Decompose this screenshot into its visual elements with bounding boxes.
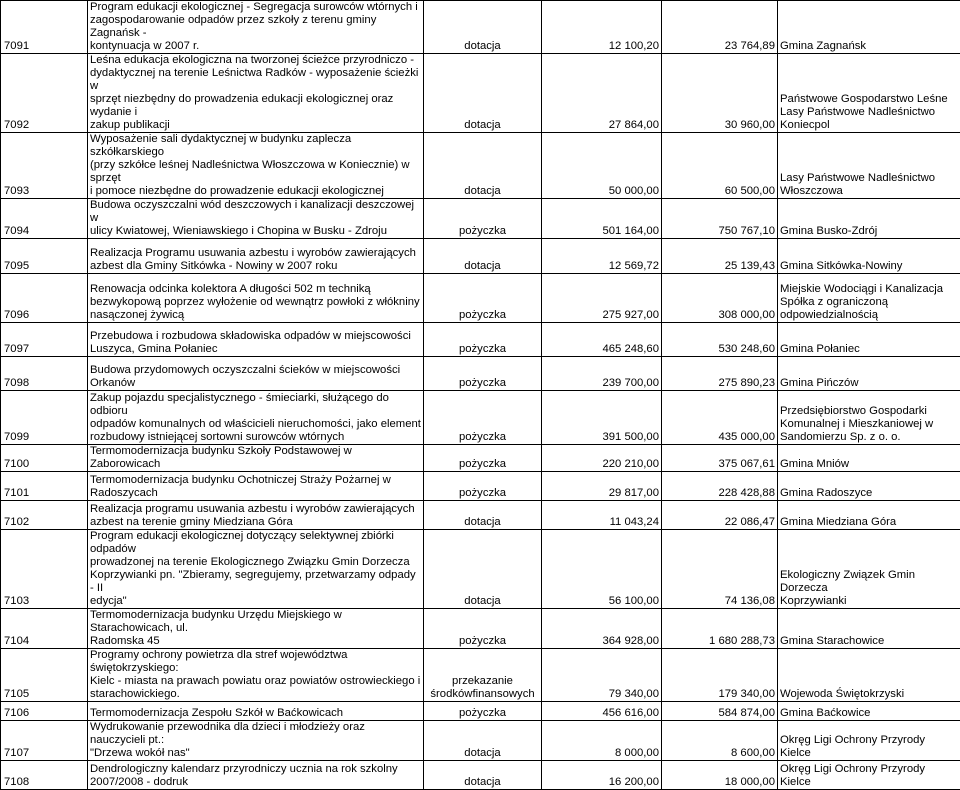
total-cost: 435 000,00 <box>662 391 778 445</box>
project-description: Zakup pojazdu specjalistycznego - śmieciarki, służącego do odbioru odpadów komunalnych od właścicieli nieruchomości, jako element rozbudowy istniejącej sortowni surowców wtórnych <box>88 391 424 445</box>
project-description: Renowacja odcinka kolektora A długości 502 m techniką bezwykopową poprzez wyłożenie od wewnątrz powłoki z włókniny nasączonej żywicą <box>88 274 424 323</box>
beneficiary: Gmina Radoszyce <box>778 472 960 501</box>
total-cost: 308 000,00 <box>662 274 778 323</box>
total-cost: 1 680 288,73 <box>662 609 778 649</box>
row-number: 7091 <box>1 1 88 54</box>
funding-amount: 50 000,00 <box>542 133 662 199</box>
funding-type: dotacja <box>424 501 542 530</box>
funding-type: pożyczka <box>424 199 542 239</box>
project-description: Termomodernizacja budynku Ochotniczej Straży Pożarnej w Radoszycach <box>88 472 424 501</box>
funding-amount: 364 928,00 <box>542 609 662 649</box>
project-description: Realizacja Programu usuwania azbestu i wyrobów zawierających azbest dla Gminy Sitkówka - Nowiny w 2007 roku <box>88 239 424 274</box>
total-cost: 530 248,60 <box>662 323 778 357</box>
table-row <box>1 239 960 274</box>
total-cost: 18 000,00 <box>662 761 778 790</box>
row-number: 7103 <box>1 530 88 609</box>
funding-amount: 12 569,72 <box>542 239 662 274</box>
table-row <box>1 472 960 501</box>
funding-type: dotacja <box>424 721 542 761</box>
total-cost: 23 764,89 <box>662 1 778 54</box>
beneficiary: Gmina Pińczów <box>778 357 960 391</box>
funding-type: dotacja <box>424 530 542 609</box>
table-row <box>1 133 960 199</box>
table-row <box>1 323 960 357</box>
row-number: 7101 <box>1 472 88 501</box>
funding-type: pożyczka <box>424 609 542 649</box>
row-number: 7100 <box>1 445 88 472</box>
table-row <box>1 530 960 609</box>
beneficiary: Gmina Mniów <box>778 445 960 472</box>
row-number: 7092 <box>1 54 88 133</box>
funding-amount: 8 000,00 <box>542 721 662 761</box>
beneficiary: Gmina Sitkówka-Nowiny <box>778 239 960 274</box>
row-number: 7108 <box>1 761 88 790</box>
beneficiary: Ekologiczny Związek Gmin Dorzecza Koprzywianki <box>778 530 960 609</box>
funding-type: pożyczka <box>424 391 542 445</box>
project-description: Budowa oczyszczalni wód deszczowych i kanalizacji deszczowej w ulicy Kwiatowej, Wieniawskiego i Chopina w Busku - Zdroju <box>88 199 424 239</box>
total-cost: 25 139,43 <box>662 239 778 274</box>
table-row <box>1 445 960 472</box>
project-description: Przebudowa i rozbudowa składowiska odpadów w miejscowości Luszyca, Gmina Połaniec <box>88 323 424 357</box>
total-cost: 30 960,00 <box>662 54 778 133</box>
total-cost: 750 767,10 <box>662 199 778 239</box>
funding-type: pożyczka <box>424 357 542 391</box>
project-description: Program edukacji ekologicznej dotyczący selektywnej zbiórki odpadów prowadzonej na terenie Ekologicznego Związku Gmin Dorzecza Koprzywianki pn. "Zbieramy, segregujemy, przetwarzamy odpady - II edycja" <box>88 530 424 609</box>
row-number: 7098 <box>1 357 88 391</box>
row-number: 7104 <box>1 609 88 649</box>
beneficiary: Gmina Busko-Zdrój <box>778 199 960 239</box>
row-number: 7096 <box>1 274 88 323</box>
funding-type: dotacja <box>424 133 542 199</box>
funding-type: pożyczka <box>424 702 542 721</box>
table-row <box>1 1 960 54</box>
table-row <box>1 391 960 445</box>
funding-amount: 79 340,00 <box>542 649 662 702</box>
beneficiary: Gmina Starachowice <box>778 609 960 649</box>
table-row <box>1 609 960 649</box>
row-number: 7097 <box>1 323 88 357</box>
beneficiary: Okręg Ligi Ochrony Przyrody Kielce <box>778 761 960 790</box>
row-number: 7102 <box>1 501 88 530</box>
beneficiary: Okręg Ligi Ochrony Przyrody Kielce <box>778 721 960 761</box>
funding-type: dotacja <box>424 239 542 274</box>
funding-amount: 456 616,00 <box>542 702 662 721</box>
project-description: Termomodernizacja Zespołu Szkół w Baćkowicach <box>88 702 424 721</box>
row-number: 7094 <box>1 199 88 239</box>
funding-amount: 29 817,00 <box>542 472 662 501</box>
table-row <box>1 501 960 530</box>
funding-amount: 239 700,00 <box>542 357 662 391</box>
row-number: 7095 <box>1 239 88 274</box>
project-description: Programy ochrony powietrza dla stref województwa świętokrzyskiego: Kielc - miasta na prawach powiatu oraz powiatów ostrowieckiego i starachowickiego. <box>88 649 424 702</box>
project-description: Termomodernizacja budynku Urzędu Miejskiego w Starachowicach, ul. Radomska 45 <box>88 609 424 649</box>
total-cost: 228 428,88 <box>662 472 778 501</box>
table-row <box>1 649 960 702</box>
beneficiary: Gmina Połaniec <box>778 323 960 357</box>
funding-type: pożyczka <box>424 274 542 323</box>
beneficiary: Gmina Zagnańsk <box>778 1 960 54</box>
total-cost: 179 340,00 <box>662 649 778 702</box>
project-description: Wyposażenie sali dydaktycznej w budynku zaplecza szkółkarskiego (przy szkółce leśnej Nadleśnictwa Włoszczowa w Koniecznie) w sprzęt i pomoce niezbędne do prowadzenie edukacji ekologicznej <box>88 133 424 199</box>
funding-amount: 501 164,00 <box>542 199 662 239</box>
table-row <box>1 199 960 239</box>
table-row <box>1 357 960 391</box>
funding-amount: 275 927,00 <box>542 274 662 323</box>
funding-amount: 220 210,00 <box>542 445 662 472</box>
funding-amount: 11 043,24 <box>542 501 662 530</box>
funding-type: dotacja <box>424 761 542 790</box>
project-description: Wydrukowanie przewodnika dla dzieci i młodzieży oraz nauczycieli pt.: "Drzewa wokół nas" <box>88 721 424 761</box>
funding-amount: 56 100,00 <box>542 530 662 609</box>
table-row <box>1 761 960 790</box>
funding-amount: 465 248,60 <box>542 323 662 357</box>
table-body <box>1 1 960 790</box>
project-description: Program edukacji ekologicznej - Segregacja surowców wtórnych i zagospodarowanie odpadów przez szkoły z terenu gminy Zagnańsk - kontynuacja w 2007 r. <box>88 1 424 54</box>
total-cost: 60 500,00 <box>662 133 778 199</box>
project-description: Termomodernizacja budynku Szkoły Podstawowej w Zaborowicach <box>88 445 424 472</box>
total-cost: 584 874,00 <box>662 702 778 721</box>
total-cost: 275 890,23 <box>662 357 778 391</box>
project-description: Budowa przydomowych oczyszczalni ścieków w miejscowości Orkanów <box>88 357 424 391</box>
project-description: Dendrologiczny kalendarz przyrodniczy ucznia na rok szkolny 2007/2008 - dodruk <box>88 761 424 790</box>
project-description: Realizacja programu usuwania azbestu i wyrobów zawierających azbest na terenie gminy Miedziana Góra <box>88 501 424 530</box>
funding-type: pożyczka <box>424 445 542 472</box>
project-description: Leśna edukacja ekologiczna na tworzonej ścieżce przyrodniczo - dydaktycznej na terenie Leśnictwa Radków - wyposażenie ścieżki w sprzęt niezbędny do prowadzenia edukacji ekologicznej oraz wydanie i zakup publikacji <box>88 54 424 133</box>
funding-amount: 16 200,00 <box>542 761 662 790</box>
beneficiary: Lasy Państwowe Nadleśnictwo Włoszczowa <box>778 133 960 199</box>
beneficiary: Miejskie Wodociągi i Kanalizacja Spółka z ograniczoną odpowiedzialnością <box>778 274 960 323</box>
table-row <box>1 54 960 133</box>
funding-amount: 12 100,20 <box>542 1 662 54</box>
funding-amount: 27 864,00 <box>542 54 662 133</box>
table-row <box>1 721 960 761</box>
row-number: 7093 <box>1 133 88 199</box>
total-cost: 375 067,61 <box>662 445 778 472</box>
beneficiary: Gmina Miedziana Góra <box>778 501 960 530</box>
row-number: 7105 <box>1 649 88 702</box>
funding-type: dotacja <box>424 1 542 54</box>
beneficiary: Wojewoda Świętokrzyski <box>778 649 960 702</box>
row-number: 7106 <box>1 702 88 721</box>
beneficiary: Państwowe Gospodarstwo Leśne Lasy Państwowe Nadleśnictwo Koniecpol <box>778 54 960 133</box>
table-row <box>1 274 960 323</box>
funding-type: przekazanie środkówfinansowych <box>424 649 542 702</box>
row-number: 7107 <box>1 721 88 761</box>
row-number: 7099 <box>1 391 88 445</box>
beneficiary: Przedsiębiorstwo Gospodarki Komunalnej i Mieszkaniowej w Sandomierzu Sp. z o. o. <box>778 391 960 445</box>
funding-amount: 391 500,00 <box>542 391 662 445</box>
table-row <box>1 702 960 721</box>
beneficiary: Gmina Baćkowice <box>778 702 960 721</box>
funding-type: dotacja <box>424 54 542 133</box>
funding-type: pożyczka <box>424 323 542 357</box>
funding-type: pożyczka <box>424 472 542 501</box>
total-cost: 8 600,00 <box>662 721 778 761</box>
total-cost: 22 086,47 <box>662 501 778 530</box>
total-cost: 74 136,08 <box>662 530 778 609</box>
